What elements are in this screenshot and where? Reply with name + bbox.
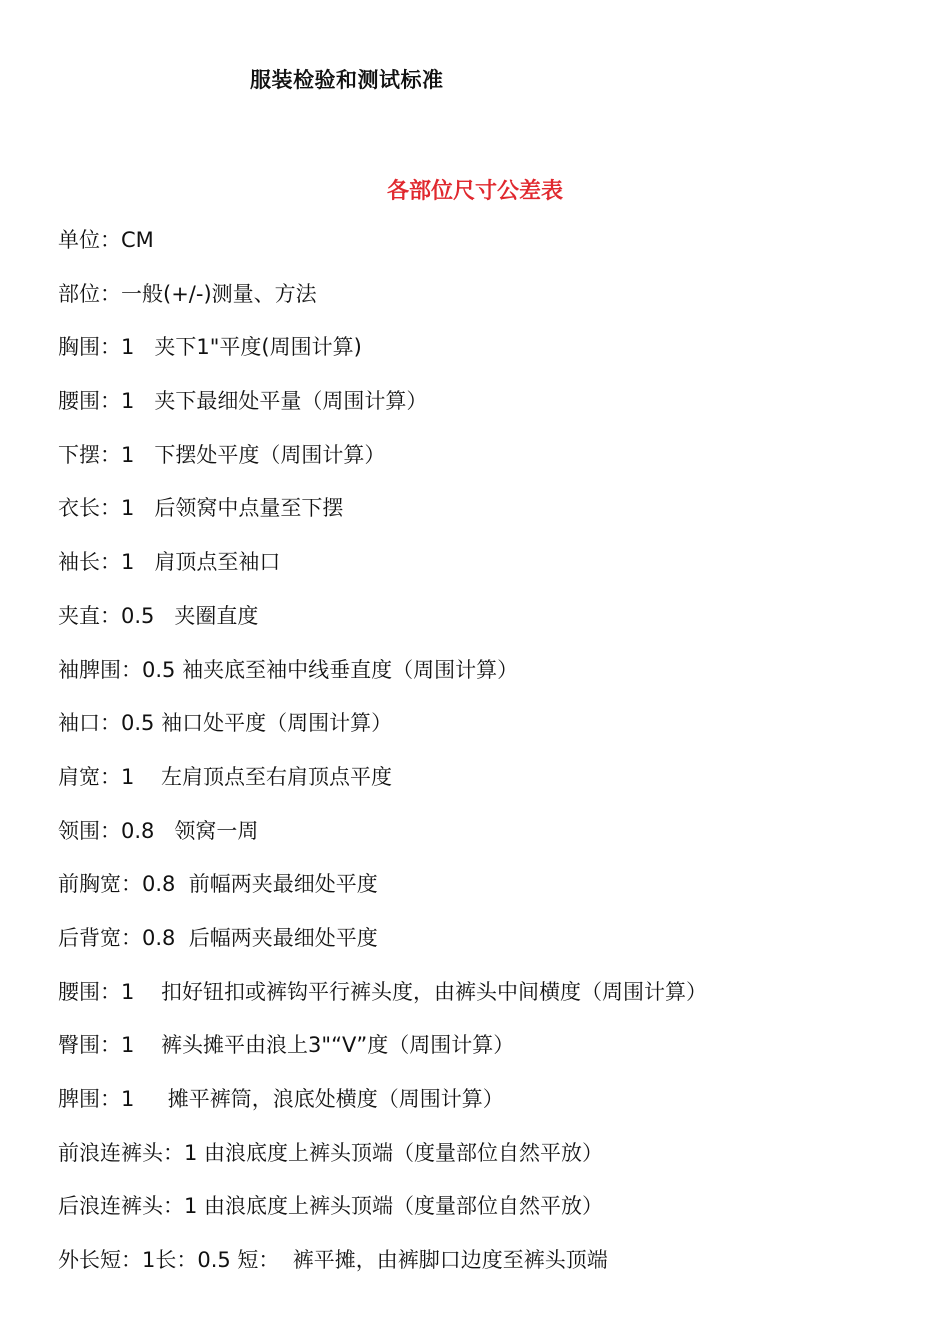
list-item: 后背宽：0.8 后幅两夹最细处平度	[58, 925, 378, 950]
list-item: 领围：0.8 领窝一周	[58, 818, 259, 843]
unit-line: 单位：CM	[58, 228, 154, 252]
tolerance-list	[58, 222, 918, 1296]
section-title: 各部位尺寸公差表	[386, 179, 563, 204]
list-item: 衣长：1 后领窝中点量至下摆	[58, 496, 344, 521]
list-item: 肩宽：1 左肩顶点至右肩顶点平度	[58, 764, 393, 789]
list-item: 下摆：1 下摆处平度（周围计算）	[58, 442, 386, 467]
list-item: 外长短：1长：0.5 短： 裤平摊，由裤脚口边度至裤头顶端	[58, 1248, 608, 1273]
list-item: 前浪连裤头：1 由浪底度上裤头顶端（度量部位自然平放）	[58, 1140, 604, 1165]
document-title: 服装检验和测试标准	[250, 68, 444, 92]
list-item: 夹直：0.5 夹圈直度	[58, 603, 259, 628]
list-item: 臀围：1 裤头摊平由浪上3"“V”度（周围计算）	[58, 1033, 515, 1058]
list-item: 前胸宽：0.8 前幅两夹最细处平度	[58, 872, 378, 897]
list-item: 腰围：1 扣好钮扣或裤钩平行裤头度，由裤头中间横度（周围计算）	[58, 979, 708, 1004]
list-item: 袖脾围：0.5 袖夹底至袖中线垂直度（周围计算）	[58, 657, 519, 682]
list-item: 腰围：1 夹下最细处平量（周围计算）	[58, 389, 428, 414]
list-item: 后浪连裤头：1 由浪底度上裤头顶端（度量部位自然平放）	[58, 1194, 604, 1219]
list-item: 脾围：1 摊平裤筒，浪底处横度（周围计算）	[58, 1087, 504, 1111]
list-item: 袖长：1 肩顶点至袖口	[58, 550, 281, 575]
list-item: 袖口：0.5 袖口处平度（周围计算）	[58, 711, 393, 736]
header-line: 部位：一般(+/-)测量、方法	[58, 281, 317, 306]
list-item: 胸围：1 夹下1"平度(周围计算)	[58, 335, 362, 360]
